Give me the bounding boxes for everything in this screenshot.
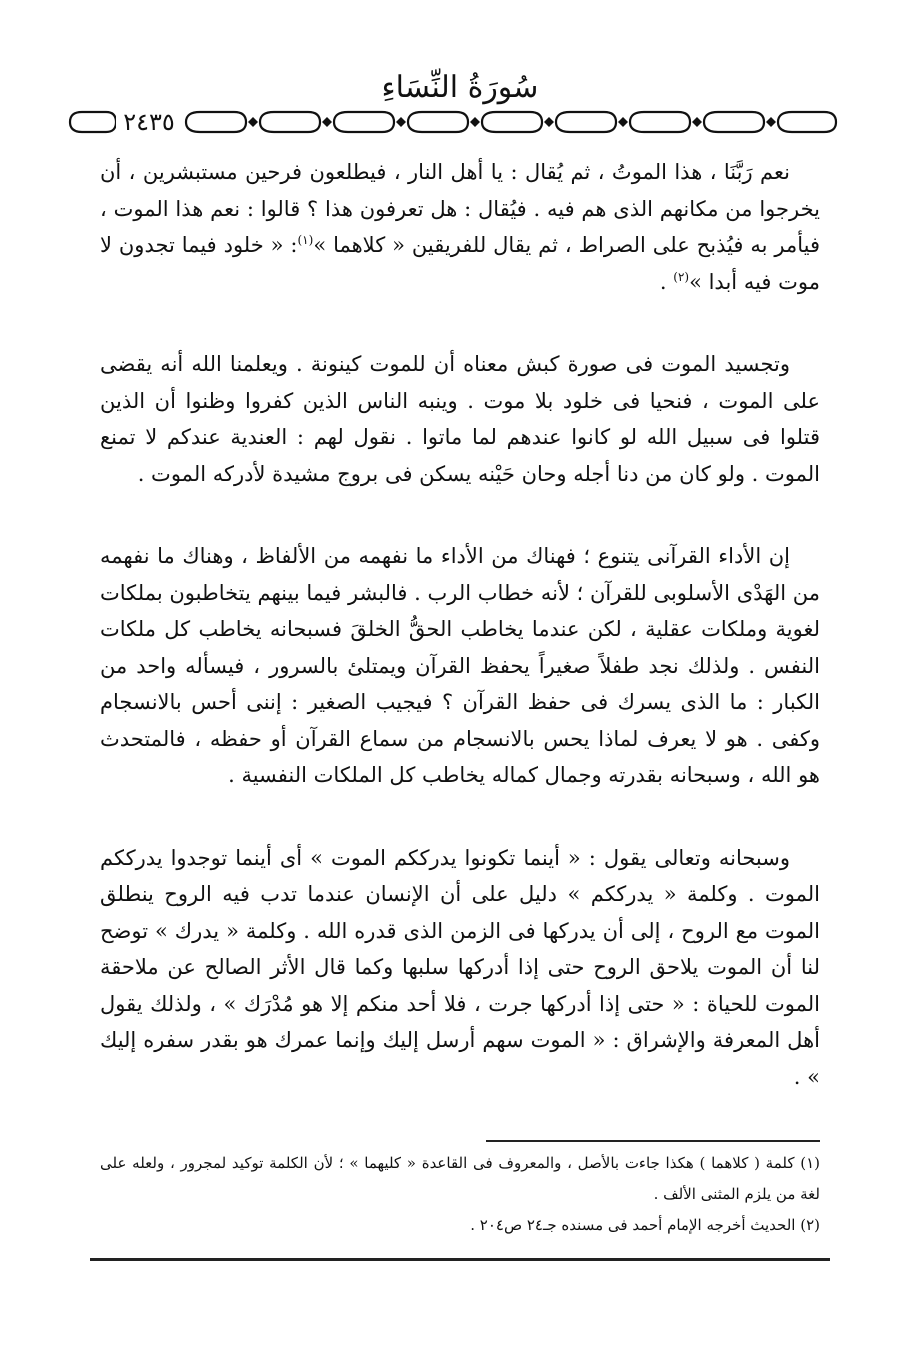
footnotes [100,1148,820,1241]
paragraph-text: وتجسيد الموت فى صورة كبش معناه أن للموت كينونة . ويعلمنا الله أنه يقضى على الموت ، فنحيا فى خلود بلا موت . وينبه الناس الذين كفروا وظنوا أن الذين قتلوا فى سبيل الله لو كانوا عندهم لما ماتوا . نقول لهم : العندية عندكم لا تمنع الموت . ولو كان من دنا أجله وحان حَيْنه يسكن فى بروج مشيدة لأدركه الموت . [100,352,820,486]
paragraph [100,154,820,300]
bottom-divider [90,1258,830,1261]
paragraph [100,346,820,492]
paragraph-text: : « خلود فيما تجدون لا موت فيه أبدا » [100,233,820,294]
footnote-ref: (٢) [673,269,690,284]
paragraph-text: . [659,269,674,294]
paragraph [100,840,820,1096]
main-text [100,154,820,1141]
paragraph-text: نعم رَبَّنَا ، هذا الموتُ ، ثم يُقال : يا أهل النار ، فيطلعون فرحين مستبشرين ، أن يخرجوا من مكانهم الذى هم فيه . فيُقال : هل تعرفون هذا ؟ قالوا : نعم هذا الموت ، فيأمر به فيُذبح على الصراط ، ثم يقال للفريقين « كلاهما » [100,160,821,257]
paragraph-text: وسبحانه وتعالى يقول : « أينما تكونوا يدرككم الموت » أى أينما توجدوا يدرككم الموت . وكلمة « يدرككم » دليل على أن الإنسان عندما تدب فيه الروح ينطلق الموت مع الروح ، إلى أن يدركها فى الزمن الذى قدره الله . وكلمة « يدرك » توضح لنا أن الموت يلاحق الروح حتى إذا أدركها سلبها وكما قال الأثر الصالح عن ملاحقة الموت للحياة : « حتى إذا أدركها جرت ، فلا أحد منكم إلا هو مُدْرَك » ، ولذلك يقول أهل المعرفة والإشراق : « الموت سهم أرسل إليك وإنما عمرك هو بقدر سفره إليك » . [100,845,820,1089]
paragraph [100,538,820,794]
footnote: (١) كلمة ( كلاهما ) هكذا جاءت بالأصل ، والمعروف فى القاعدة « كليهما » ؛ لأن الكلمة توكيد لمجرور ، ولعله على لغة من يلزم المثنى الألف . [100,1154,820,1203]
paragraph-text: إن الأداء القرآنى يتنوع ؛ فهناك من الأداء ما نفهمه من الألفاظ ، وهناك ما نفهمه من الهَدْى الأسلوبى للقرآن ؛ لأنه خطاب الرب . فالبشر فيما بينهم يتخاطبون بملكات لغوية وملكات عقلية ، لكن عندما يخاطب الحقُّ الخلقَ فسبحانه يخاطب كل ملكات النفس . ولذلك نجد طفلاً صغيراً يحفظ القرآن ويمتلئ بالسرور ، فيسأله واحد من الكبار : ما الذى يسرك فى حفظ القرآن ؟ فيجيب الصغير : إننى أحس بالانسجام وكفى . هو لا يعرف لماذا يحس بالانسجام من سماع القرآن أو حفظه ، فالمتحدث هو الله ، وسبحانه بقدرته وجمال كماله يخاطب كل الملكات النفسية . [100,544,820,787]
ornamental-border [68,104,840,140]
page-number: ٢٤٣٥ [116,104,182,140]
surah-title: سُورَةُ النِّسَاءِ [381,70,539,105]
footnote-divider [486,1140,820,1142]
footnote-ref: (١) [297,233,314,247]
footnote: (٢) الحديث أخرجه الإمام أحمد فى مسنده جـ٢٤ ص٢٠٤ . [470,1216,820,1234]
